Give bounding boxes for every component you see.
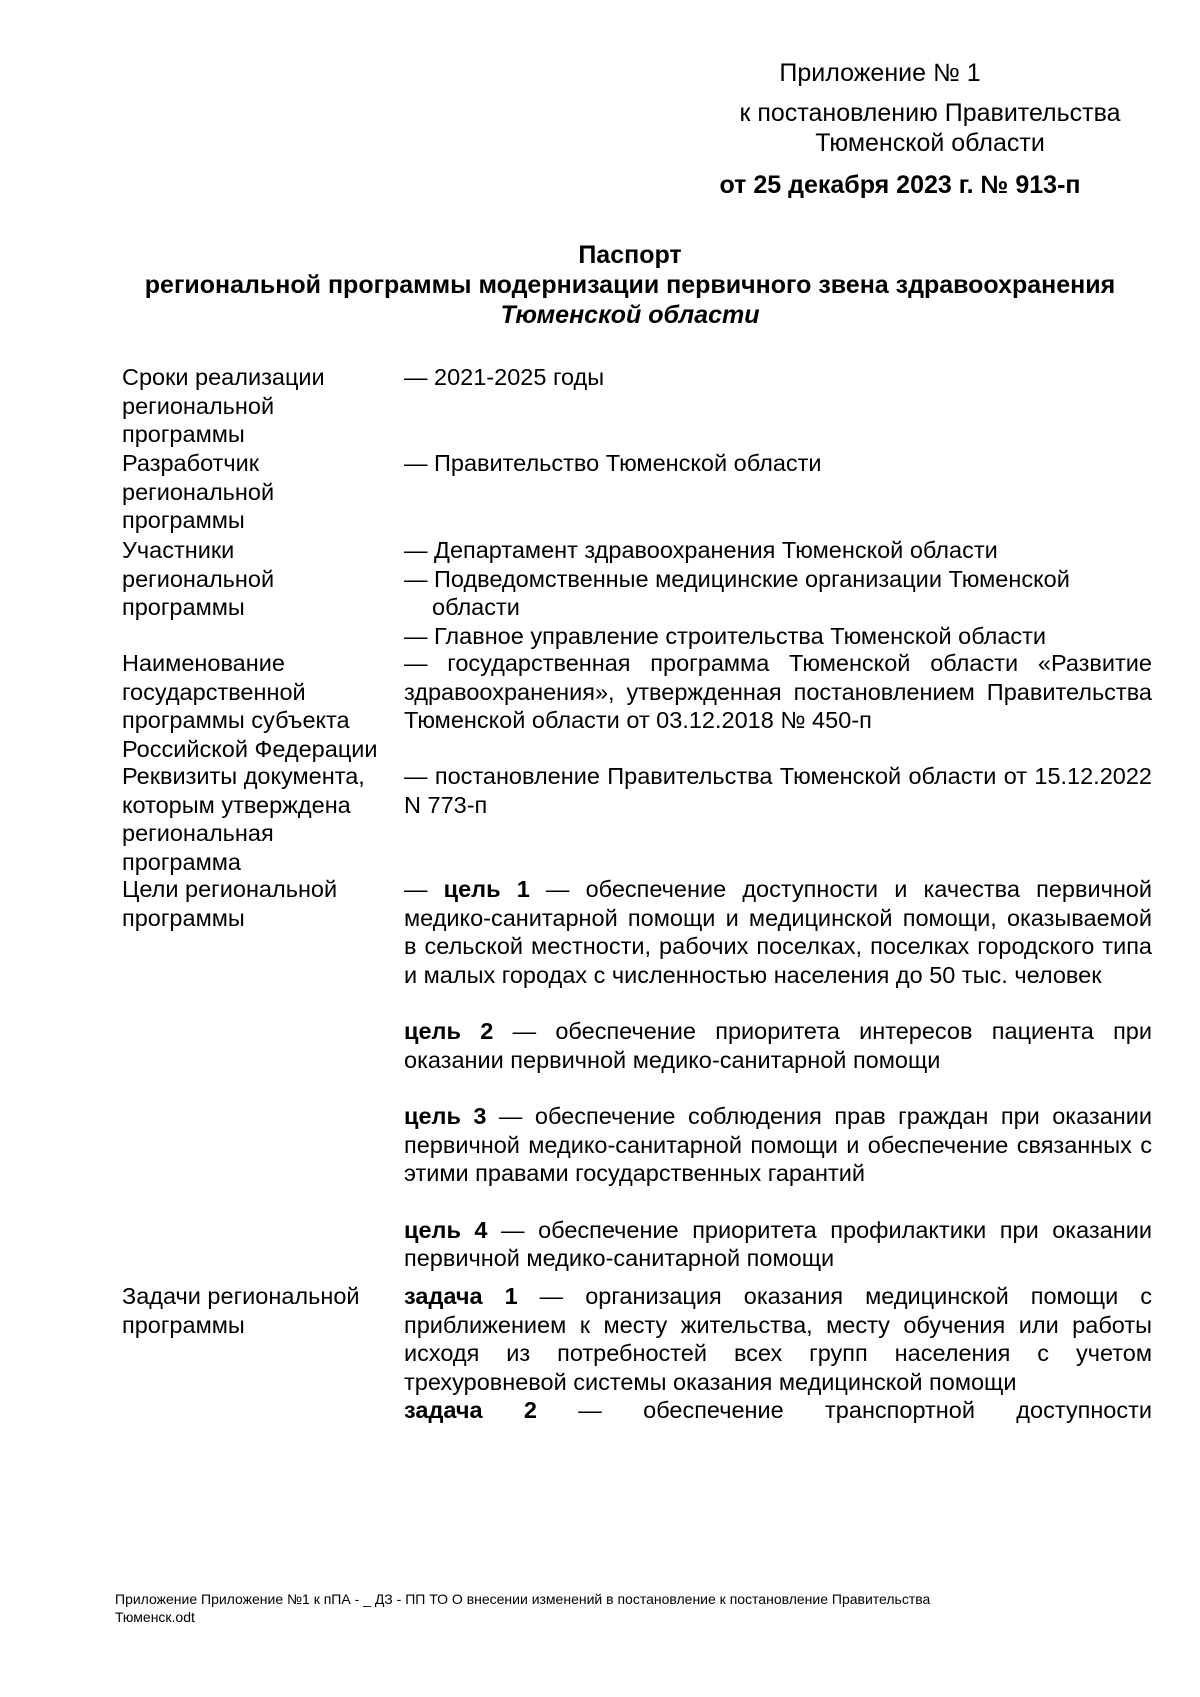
- appendix-ref-line1: к постановлению Правительства: [739, 99, 1121, 127]
- goal-label: цель 2: [404, 1018, 494, 1044]
- file-footer: [115, 1590, 1115, 1626]
- appendix-ref-line2: Тюменской области: [815, 129, 1045, 157]
- row-value: — государственная программа Тюменской области «Развитие здравоохранения», утвержденная постановлением Правительства Тюменской области от 03.12.2018 № 450-п: [404, 650, 1152, 733]
- task-label: задача 1: [404, 1283, 518, 1309]
- row-label: Наименование государственной программы субъекта Российской Федерации: [122, 650, 378, 762]
- row-value: — 2021-2025 годы: [404, 364, 605, 390]
- document-subtitle: региональной программы модернизации первичного звена здравоохранения: [144, 271, 1116, 299]
- footer-line: Приложение Приложение №1 к пПА - _ ДЗ - ПП ТО О внесении изменений в постановление к постановление Правительства: [115, 1591, 931, 1607]
- footer-line: Тюменск.odt: [115, 1609, 195, 1625]
- goal-label: цель 1: [443, 876, 530, 902]
- goal-item: цель 4 — обеспечение приоритета профилактики при оказании первичной медико-санитарной помощи: [404, 1216, 1152, 1271]
- task-item: задача 1 — организация оказания медицинской помощи с приближением к месту жительства, месту обучения или работы исходя из потребностей всех групп населения с учетом трехуровневой системы оказания медицинской помощи: [404, 1283, 1152, 1395]
- row-value-list: [404, 536, 1152, 650]
- list-item: — Главное управление строительства Тюменской области: [404, 622, 1047, 649]
- goal-label: цель 4: [404, 1216, 488, 1243]
- goal-item: цель 3 — обеспечение соблюдения прав граждан при оказании первичной медико-санитарной помощи и обеспечение связанных с этими правами государственных гарантий: [404, 1103, 1152, 1186]
- list-item-continuation: области: [432, 594, 520, 620]
- list-item: — Департамент здравоохранения Тюменской области: [404, 537, 998, 563]
- row-label: Разработчик региональной программы: [122, 450, 275, 533]
- document-subtitle-region: Тюменской области: [500, 301, 760, 329]
- task-label: задача 2: [404, 1397, 537, 1423]
- document-title: Паспорт: [578, 241, 682, 269]
- row-label: Реквизиты документа, которым утверждена региональная программа: [122, 763, 365, 875]
- goal-item: цель 2 — обеспечение приоритета интересов пациента при оказании первичной медико-санитарной помощи: [404, 1018, 1152, 1073]
- list-item: — Подведомственные медицинские организации Тюменской: [404, 565, 1070, 592]
- tasks-list: [404, 1282, 1152, 1425]
- row-label: Задачи региональной программы: [122, 1283, 360, 1338]
- resolution-date-number: от 25 декабря 2023 г. № 913-п: [719, 171, 1081, 199]
- goal-item: — цель 1 — обеспечение доступности и качества первичной медико-санитарной помощи и медицинской помощи, оказываемой в сельской местности, рабочих поселках, поселках городского типа и малых городах с численностью населения до 50 тыс. человек: [404, 876, 1152, 988]
- goal-label: цель 3: [404, 1103, 487, 1129]
- appendix-number: Приложение № 1: [779, 59, 981, 87]
- row-label: Цели региональной программы: [122, 876, 338, 931]
- row-value: — Правительство Тюменской области: [404, 450, 822, 476]
- row-value: — постановление Правительства Тюменской области от 15.12.2022 N 773-п: [404, 763, 1152, 818]
- row-label: Участники региональной программы: [122, 537, 275, 620]
- goals-list: [404, 875, 1152, 1273]
- task-item: задача 2 — обеспечение транспортной доступности: [404, 1397, 1153, 1423]
- row-label: Сроки реализации региональной программы: [122, 364, 325, 447]
